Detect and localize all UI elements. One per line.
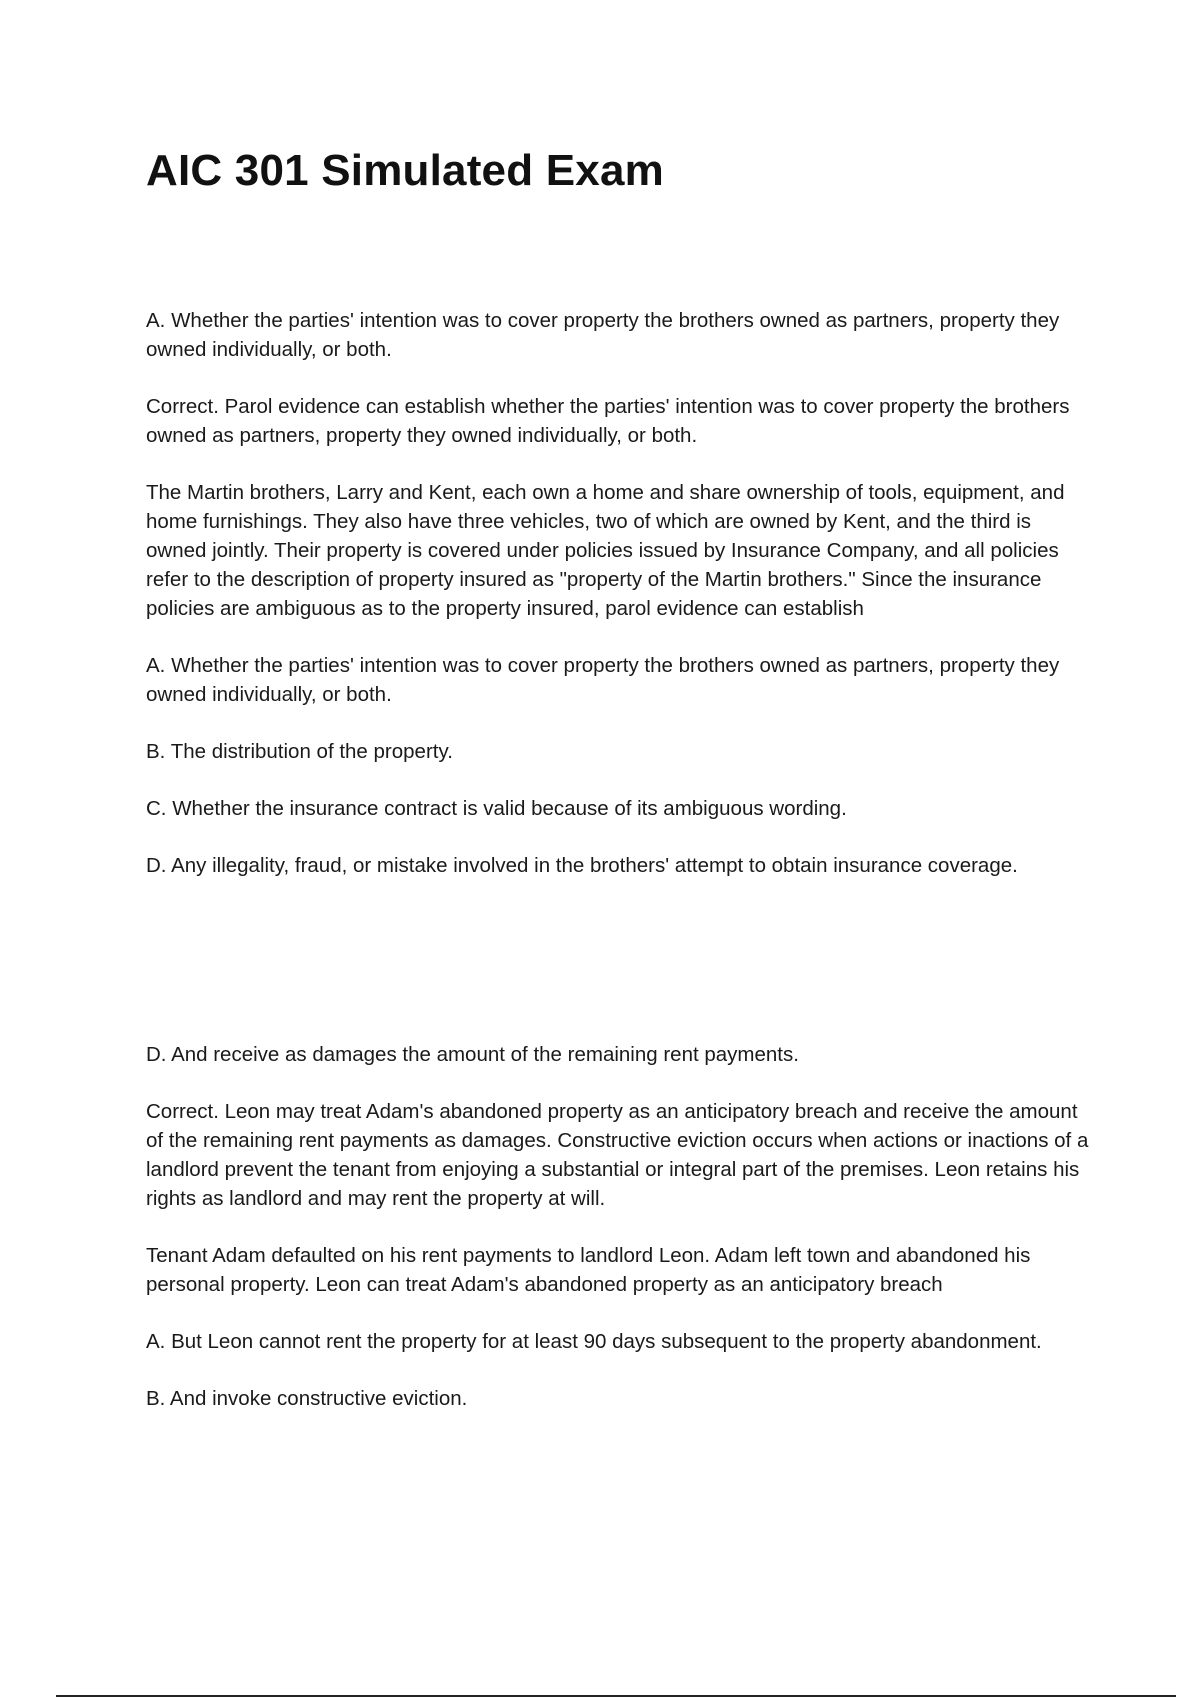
option-a: A. But Leon cannot rent the property for at least 90 days subsequent to the property abandonment. bbox=[146, 1330, 1042, 1353]
question-stem: Tenant Adam defaulted on his rent payments to landlord Leon. Adam left town and abandoned his personal property. Leon can treat Adam's abandoned property as an anticipatory breach bbox=[146, 1244, 1031, 1296]
question-block-tenant-adam bbox=[146, 1040, 1096, 1413]
option-b: B. And invoke constructive eviction. bbox=[146, 1387, 468, 1410]
option-c: C. Whether the insurance contract is valid because of its ambiguous wording. bbox=[146, 797, 847, 820]
option-d: D. Any illegality, fraud, or mistake involved in the brothers' attempt to obtain insurance coverage. bbox=[146, 854, 1018, 877]
option-a: A. Whether the parties' intention was to cover property the brothers owned as partners, property they owned individually, or both. bbox=[146, 654, 1060, 706]
question-block-martin-brothers bbox=[146, 306, 1096, 880]
answer-explanation: Correct. Leon may treat Adam's abandoned property as an anticipatory breach and receive the amount of the remaining rent payments as damages. Constructive eviction occurs when actions or inactions of a landlord prevent the tenant from enjoying a substantial or integral part of the premises. Leon retains his rights as landlord and may rent the property at will. bbox=[146, 1100, 1089, 1210]
answer-choice-d: D. And receive as damages the amount of the remaining rent payments. bbox=[146, 1043, 799, 1066]
answer-explanation: Correct. Parol evidence can establish whether the parties' intention was to cover property the brothers owned as partners, property they owned individually, or both. bbox=[146, 395, 1070, 447]
document-title: AIC 301 Simulated Exam bbox=[146, 146, 664, 195]
question-stem: The Martin brothers, Larry and Kent, each own a home and share ownership of tools, equipment, and home furnishings. They also have three vehicles, two of which are owned by Kent, and the third is owned jointly. Their property is covered under policies issued by Insurance Company, and all policies refer to the description of property insured as "property of the Martin brothers." Since the insurance policies are ambiguous as to the property insured, parol evidence can establish bbox=[146, 481, 1065, 620]
answer-choice-a: A. Whether the parties' intention was to cover property the brothers owned as partners, property they owned individually, or both. bbox=[146, 309, 1060, 361]
option-b: B. The distribution of the property. bbox=[146, 740, 453, 763]
page-bottom-rule bbox=[56, 1695, 1176, 1697]
